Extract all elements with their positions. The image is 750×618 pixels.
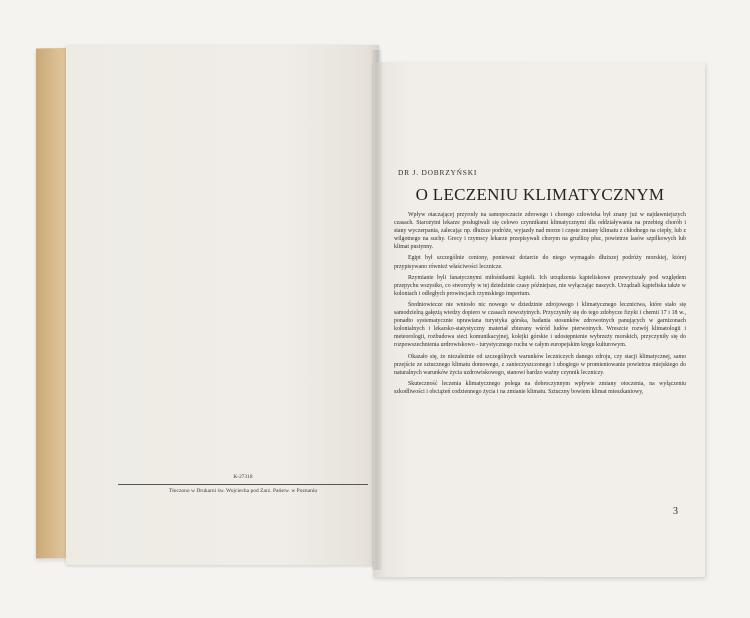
article (394, 168, 686, 399)
paragraph-4: Średniowiecze nie wniosło nic nowego w dziedzinie zdrojowego i klimatycznego lecznictwa, które stało się samodzielną gałęzią wiedzy dopiero w czasach nowożytnych. Przyczyniły się do tego zdobycze fizyki i chemii 17 i 18 w., ponadto systematycznie uprawiana turystyka górska, badania stosunków zdrowotnych panujących w garnizonach kolonialnych i lekarsko-statystyczny materiał zbierany wśród ludów pierwotnych. Wreszcie rozwój klimatologii i meteorologii, rozbudowa sieci komunikacyjnej, kolejki górskie i udostępnienie wybrzeży morskich, przyczyniły się do rozpowszechnienia urdrowiskowo - turystycznego ruchu w całym europejskim kręgu kulturowym. (394, 301, 686, 349)
paragraph-3: Rzymianie byli fanatycznymi miłośnikami kąpieli. Ich urządzenia kąpieliskowe przewyższały pod względem przepychu wszystko, co stworzyły w tej dziedzinie czasy późniejsze, nie wyłączając naszych. Urządzali kąpieliska także w koloniach i odległych prowincjach rzymskiego imperium. (394, 274, 686, 297)
page-number: 3 (673, 506, 678, 517)
colophon-rule (118, 484, 368, 485)
paragraph-6: Skuteczność leczenia klimatycznego polega na dobroczynnym wpływie zmiany otoczenia, na wyłączeniu szkodliwości i obciążeń codziennego życia i na zmianie klimatu. Sztuczny bowiem klimat mieszkaniowy, (394, 380, 686, 395)
book-gutter (372, 50, 382, 570)
printer-colophon (118, 474, 368, 494)
article-title: O LECZENIU KLIMATYCZNYM (415, 185, 665, 204)
printer-line: Tłoczono w Drukarni św. Wojciecha pod Zarz. Państw. w Poznaniu (168, 488, 318, 494)
paragraph-5: Okazało się, że niezależnie od szczególnych warunków leczniczych danego zdroju, czy stacji klimatycznej, samo przejście ze sztucznego klimatu domowego, z zanieczyszczonego i ubogiego w promieniowanie powietrza miejskiego do naturalnych warunków życia uzdrowiskowego, stanowi bardzo ważny czynnik leczniczy. (394, 353, 686, 376)
article-author: DR J. DOBRZYŃSKI (398, 168, 478, 177)
colophon-code: K-27318 (233, 474, 253, 480)
paragraph-2: Egipt był szczególnie ceniony, ponieważ dotarcie do niego wymagało dłuższej podróży morskiej, której przypisywano również właściwości lecznicze. (394, 255, 686, 270)
paragraph-1: Wpływ otaczającej przyrody na samopoczucie zdrowego i chorego człowieka był znany już w najdawniejszych czasach. Starożytni lekarze posługiwali się celowo czynnikami klimatycznymi dla oddziaływania na przebieg chorób i stany wyczerpania, zalecając np. dłuższe podróże, wyjazdy nad morze i częste zmiany klimatu z chłodnego na ciepły, lub z wilgotnego na suchy. Grecy i rzymscy lekarze przepisywali chorym na gruźlicę płuc, powietrze lasów szpilkowych lub klimat pustynny. (394, 212, 686, 251)
